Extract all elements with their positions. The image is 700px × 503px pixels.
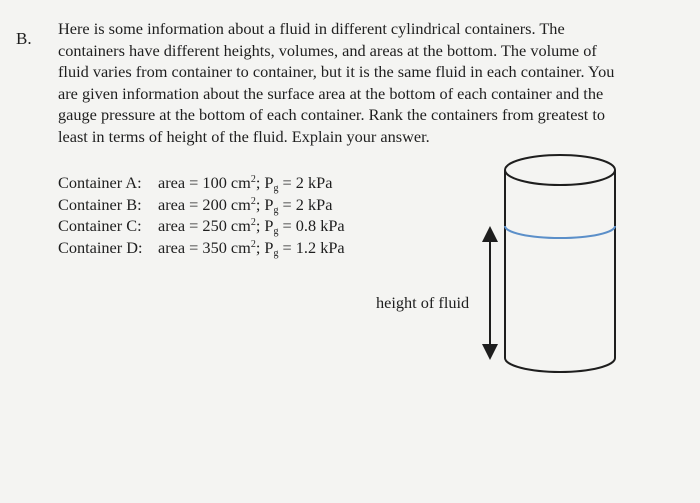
paragraph-line: Here is some information about a fluid in different cylindrical containers. The bbox=[58, 19, 565, 38]
area-text: area = 100 cm bbox=[158, 173, 251, 192]
cylinder-top-rim bbox=[505, 155, 615, 185]
pressure-value: = 1.2 kPa bbox=[278, 237, 345, 257]
pressure-value: = 2 kPa bbox=[278, 194, 333, 214]
pressure-subscript: g bbox=[273, 204, 279, 216]
paragraph-line: containers have different heights, volumes, and areas at the bottom. The volume of bbox=[58, 40, 597, 60]
area-exponent: 2 bbox=[250, 238, 256, 250]
area-text: area = 250 cm bbox=[158, 216, 251, 235]
paragraph-line: least in terms of height of the fluid. Explain your answer. bbox=[58, 126, 430, 146]
area-text: area = 350 cm bbox=[158, 237, 251, 257]
pressure-subscript: g bbox=[273, 247, 279, 259]
height-label: height of fluid bbox=[376, 293, 470, 312]
container-name: Container D: bbox=[58, 237, 143, 257]
pressure-symbol: ; P bbox=[255, 216, 274, 235]
area-text: area = 200 cm bbox=[158, 194, 251, 214]
container-name: Container B: bbox=[58, 194, 142, 214]
pressure-subscript: g bbox=[273, 183, 279, 194]
pressure-symbol: ; P bbox=[255, 237, 274, 257]
pressure-value: = 0.8 kPa bbox=[278, 216, 345, 235]
pressure-symbol: ; P bbox=[255, 173, 274, 192]
paragraph-line: gauge pressure at the bottom of each container. Rank the containers from greatest to bbox=[58, 105, 606, 124]
problem-label: B. bbox=[16, 29, 32, 48]
area-exponent: 2 bbox=[250, 217, 256, 228]
pressure-symbol: ; P bbox=[255, 194, 274, 214]
paragraph-line: are given information about the surface area at the bottom of each container and the bbox=[58, 83, 604, 103]
fluid-surface bbox=[505, 226, 615, 238]
pressure-value: = 2 kPa bbox=[278, 173, 333, 192]
container-name: Container A: bbox=[58, 173, 142, 192]
pressure-subscript: g bbox=[273, 226, 279, 237]
paragraph-line: fluid varies from container to container, but it is the same fluid in each container. You bbox=[58, 62, 615, 81]
container-name: Container C: bbox=[58, 216, 142, 235]
cylinder-bottom bbox=[505, 358, 615, 372]
area-exponent: 2 bbox=[250, 195, 256, 207]
area-exponent: 2 bbox=[250, 174, 256, 185]
